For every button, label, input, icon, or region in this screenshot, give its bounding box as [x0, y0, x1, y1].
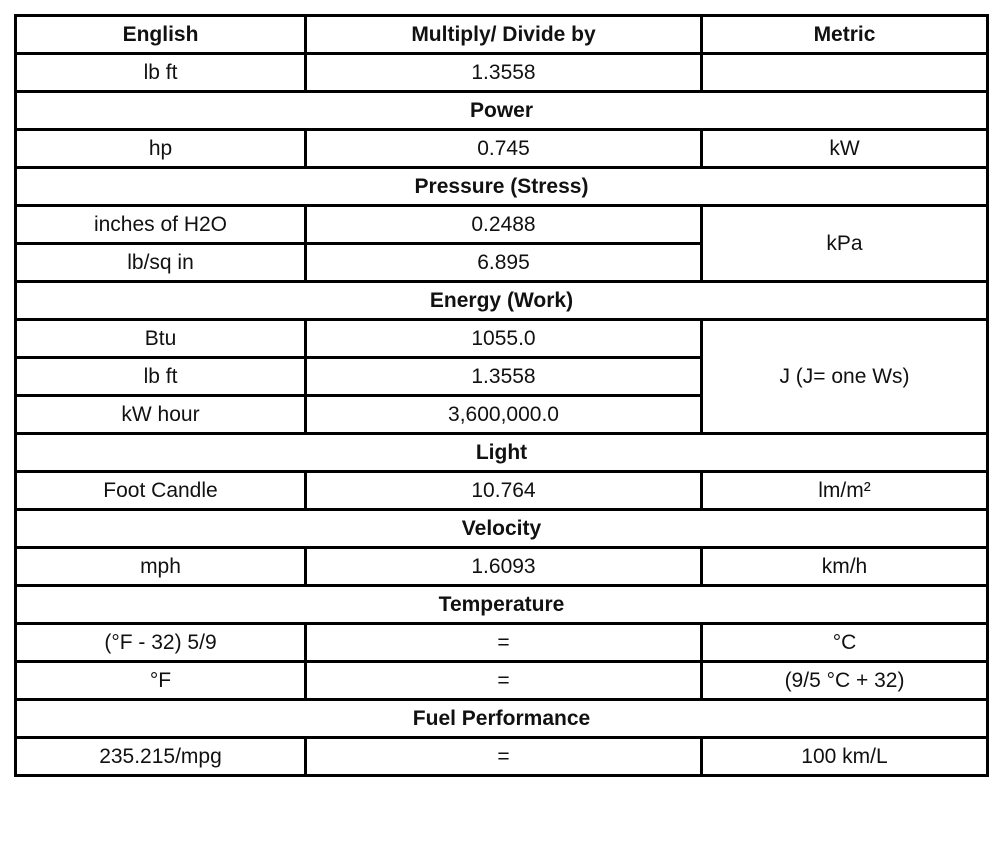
conversion-factor: = — [306, 662, 702, 700]
section-title-velocity: Velocity — [16, 510, 988, 548]
header-english: English — [16, 16, 306, 54]
metric-unit: J (J= one Ws) — [702, 320, 988, 434]
table-row — [16, 738, 988, 776]
section-row-fuel — [16, 700, 988, 738]
section-row-velocity — [16, 510, 988, 548]
conversion-factor: 1055.0 — [306, 320, 702, 358]
english-unit: Btu — [16, 320, 306, 358]
conversion-factor: 10.764 — [306, 472, 702, 510]
english-unit: kW hour — [16, 396, 306, 434]
table-row — [16, 54, 988, 92]
conversion-factor: 1.3558 — [306, 358, 702, 396]
section-title-light: Light — [16, 434, 988, 472]
english-unit: lb ft — [16, 358, 306, 396]
section-title-energy: Energy (Work) — [16, 282, 988, 320]
header-multiply-divide: Multiply/ Divide by — [306, 16, 702, 54]
table-row — [16, 206, 988, 244]
conversion-factor: = — [306, 624, 702, 662]
table-row — [16, 662, 988, 700]
metric-unit: °C — [702, 624, 988, 662]
section-row-power — [16, 92, 988, 130]
english-unit: (°F - 32) 5/9 — [16, 624, 306, 662]
conversion-factor: 1.6093 — [306, 548, 702, 586]
conversion-table-container — [14, 14, 986, 777]
english-unit: Foot Candle — [16, 472, 306, 510]
metric-unit — [702, 54, 988, 92]
section-title-pressure: Pressure (Stress) — [16, 168, 988, 206]
english-unit: °F — [16, 662, 306, 700]
table-row — [16, 472, 988, 510]
metric-unit: km/h — [702, 548, 988, 586]
english-unit: inches of H2O — [16, 206, 306, 244]
section-title-temperature: Temperature — [16, 586, 988, 624]
conversion-factor: 0.745 — [306, 130, 702, 168]
english-unit: hp — [16, 130, 306, 168]
table-row — [16, 624, 988, 662]
table-row — [16, 548, 988, 586]
table-row — [16, 320, 988, 358]
conversion-factor: 3,600,000.0 — [306, 396, 702, 434]
english-unit: lb ft — [16, 54, 306, 92]
header-row — [16, 16, 988, 54]
conversion-factor: 0.2488 — [306, 206, 702, 244]
section-title-fuel: Fuel Performance — [16, 700, 988, 738]
metric-unit: lm/m² — [702, 472, 988, 510]
english-unit: lb/sq in — [16, 244, 306, 282]
header-metric: Metric — [702, 16, 988, 54]
section-row-temperature — [16, 586, 988, 624]
metric-unit: (9/5 °C + 32) — [702, 662, 988, 700]
unit-conversion-table — [14, 14, 989, 777]
english-unit: mph — [16, 548, 306, 586]
section-title-power: Power — [16, 92, 988, 130]
section-row-light — [16, 434, 988, 472]
conversion-factor: 6.895 — [306, 244, 702, 282]
section-row-energy — [16, 282, 988, 320]
metric-unit: kPa — [702, 206, 988, 282]
table-row — [16, 130, 988, 168]
metric-unit: kW — [702, 130, 988, 168]
conversion-factor: 1.3558 — [306, 54, 702, 92]
section-row-pressure — [16, 168, 988, 206]
english-unit: 235.215/mpg — [16, 738, 306, 776]
conversion-factor: = — [306, 738, 702, 776]
metric-unit: 100 km/L — [702, 738, 988, 776]
